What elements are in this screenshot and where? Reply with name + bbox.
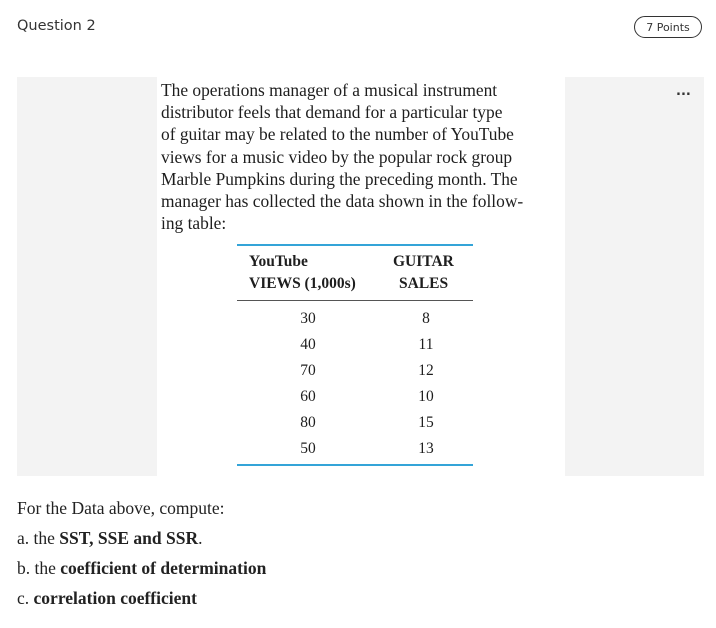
task-c-bold: correlation coefficient bbox=[33, 588, 197, 608]
views-cell: 80 bbox=[300, 414, 316, 431]
table-bottom-rule bbox=[237, 464, 473, 466]
sales-cell: 11 bbox=[418, 336, 434, 353]
sales-cell: 13 bbox=[418, 440, 434, 457]
problem-line: The operations manager of a musical instrument bbox=[161, 80, 498, 100]
views-cell: 60 bbox=[300, 388, 316, 405]
more-options-icon[interactable]: ... bbox=[676, 84, 691, 99]
problem-line: of guitar may be related to the number of YouTube bbox=[161, 124, 514, 145]
task-a-bold: SST, SSE and SSR bbox=[59, 528, 199, 548]
col1-header-line1: YouTube bbox=[249, 253, 308, 270]
views-cell: 30 bbox=[300, 310, 316, 327]
views-cell: 40 bbox=[300, 336, 316, 353]
sales-cell: 10 bbox=[418, 388, 434, 405]
task-b-prefix: b. the bbox=[17, 558, 61, 578]
task-c-prefix: c. bbox=[17, 588, 34, 608]
question-title: Question 2 bbox=[17, 18, 96, 34]
problem-line: manager has collected the data shown in the follow- bbox=[161, 191, 524, 212]
col2-header-line1: GUITAR bbox=[393, 253, 454, 270]
sales-cell: 8 bbox=[422, 310, 430, 327]
task-intro: For the Data above, compute: bbox=[17, 498, 225, 518]
table-header-rule bbox=[237, 300, 473, 301]
problem-line: ing table: bbox=[161, 213, 227, 234]
problem-line: Marble Pumpkins during the preceding month. The bbox=[161, 168, 518, 189]
task-c bbox=[17, 588, 197, 609]
task-b-bold: coefficient of determination bbox=[60, 558, 267, 578]
col2-header-line2: SALES bbox=[399, 275, 449, 292]
problem-line: distributor feels that demand for a particular type bbox=[161, 102, 503, 123]
image-right-margin bbox=[565, 77, 704, 476]
views-cell: 70 bbox=[300, 362, 316, 379]
task-a-suffix: . bbox=[198, 528, 203, 548]
sales-cell: 15 bbox=[418, 414, 434, 431]
problem-line: views for a music video by the popular rock group bbox=[161, 146, 513, 167]
problem-text bbox=[161, 79, 556, 234]
col1-header-line2: VIEWS (1,000s) bbox=[249, 275, 356, 292]
image-left-margin bbox=[17, 77, 157, 476]
task-a-prefix: a. the bbox=[17, 528, 60, 548]
task-a bbox=[17, 528, 202, 549]
sales-cell: 12 bbox=[418, 362, 434, 379]
views-cell: 50 bbox=[300, 440, 316, 457]
table-top-rule bbox=[237, 244, 473, 246]
points-badge: 7 Points bbox=[634, 16, 702, 38]
task-b bbox=[17, 558, 266, 579]
